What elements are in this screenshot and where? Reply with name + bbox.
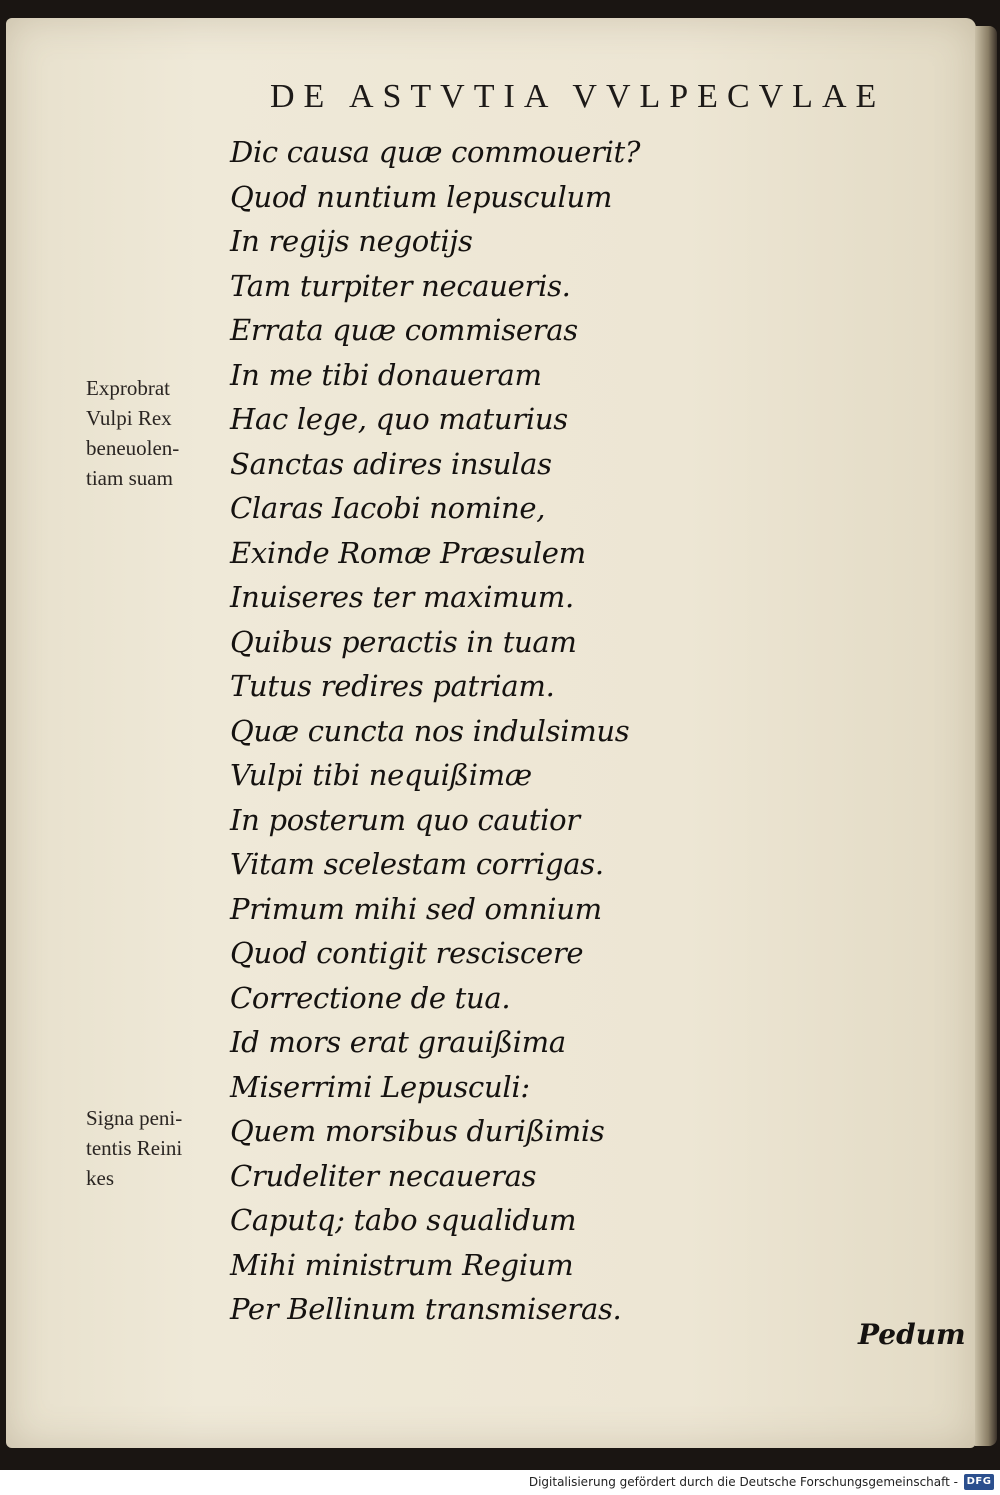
running-head: DE ASTVTIA VVLPECVLAE — [270, 78, 886, 115]
verse-line: Inuiseres ter maximum. — [230, 580, 574, 614]
margin-note-line: tentis Reini — [86, 1136, 183, 1160]
verse-line: Crudeliter necaueras — [230, 1158, 537, 1193]
verse-line: Vulpi tibi nequißimæ — [230, 758, 532, 792]
verse-line: Vitam scelestam corrigas. — [230, 847, 604, 881]
verse-line: Exinde Romæ Præsulem — [230, 535, 586, 570]
verse-line: Quod nuntium lepusculum — [230, 179, 613, 214]
dfg-logo: DFG — [964, 1474, 994, 1490]
verse-line: Caputq; tabo squalidum — [230, 1203, 577, 1237]
verse-line: In regijs negotijs — [230, 224, 473, 258]
footer-bar — [0, 1470, 1000, 1495]
page-edge — [975, 26, 997, 1446]
verse-line: Tutus redires patriam. — [230, 669, 555, 703]
verse-line: Claras Iacobi nomine, — [230, 491, 546, 525]
funding-notice: Digitalisierung gefördert durch die Deutsche Forschungsgemeinschaft - — [528, 1475, 958, 1489]
verse-line: Hac lege, quo maturius — [230, 402, 568, 436]
verse-line: Quod contigit resciscere — [230, 936, 584, 970]
verse-line: Quem morsibus durißimis — [230, 1114, 605, 1148]
verse-line: Miserrimi Lepusculi: — [230, 1069, 530, 1104]
verse-line: Mihi ministrum Regium — [230, 1247, 574, 1282]
verse-line: Correctione de tua. — [230, 980, 511, 1015]
margin-note-line: Exprobrat — [86, 376, 170, 400]
verse-line: Tam turpiter necaueris. — [230, 268, 571, 303]
verse-line: Sanctas adires insulas — [230, 446, 552, 481]
margin-note-line: Signa peni- — [86, 1106, 183, 1130]
verse-line: In me tibi donaueram — [230, 357, 542, 392]
margin-note-line: tiam suam — [86, 466, 173, 490]
catchword: Pedum — [858, 1318, 966, 1351]
verse-text — [230, 130, 930, 1332]
verse-line: Dic causa quæ commouerit? — [230, 135, 641, 169]
margin-note-line: Vulpi Rex — [86, 406, 172, 430]
margin-note-line: beneuolen- — [86, 436, 180, 460]
verse-line: Id mors erat grauißima — [230, 1025, 566, 1059]
margin-note-line: kes — [86, 1166, 114, 1190]
verse-line: Errata quæ commiseras — [230, 313, 578, 347]
verse-line: Primum mihi sed omnium — [230, 891, 602, 926]
verse-line: Quæ cuncta nos indulsimus — [230, 713, 630, 748]
margin-note — [86, 1103, 226, 1193]
verse-line: Quibus peractis in tuam — [230, 624, 577, 659]
verse-line: Per Bellinum transmiseras. — [230, 1292, 622, 1326]
margin-note — [86, 373, 226, 493]
verse-line: In posterum quo cautior — [230, 802, 580, 837]
